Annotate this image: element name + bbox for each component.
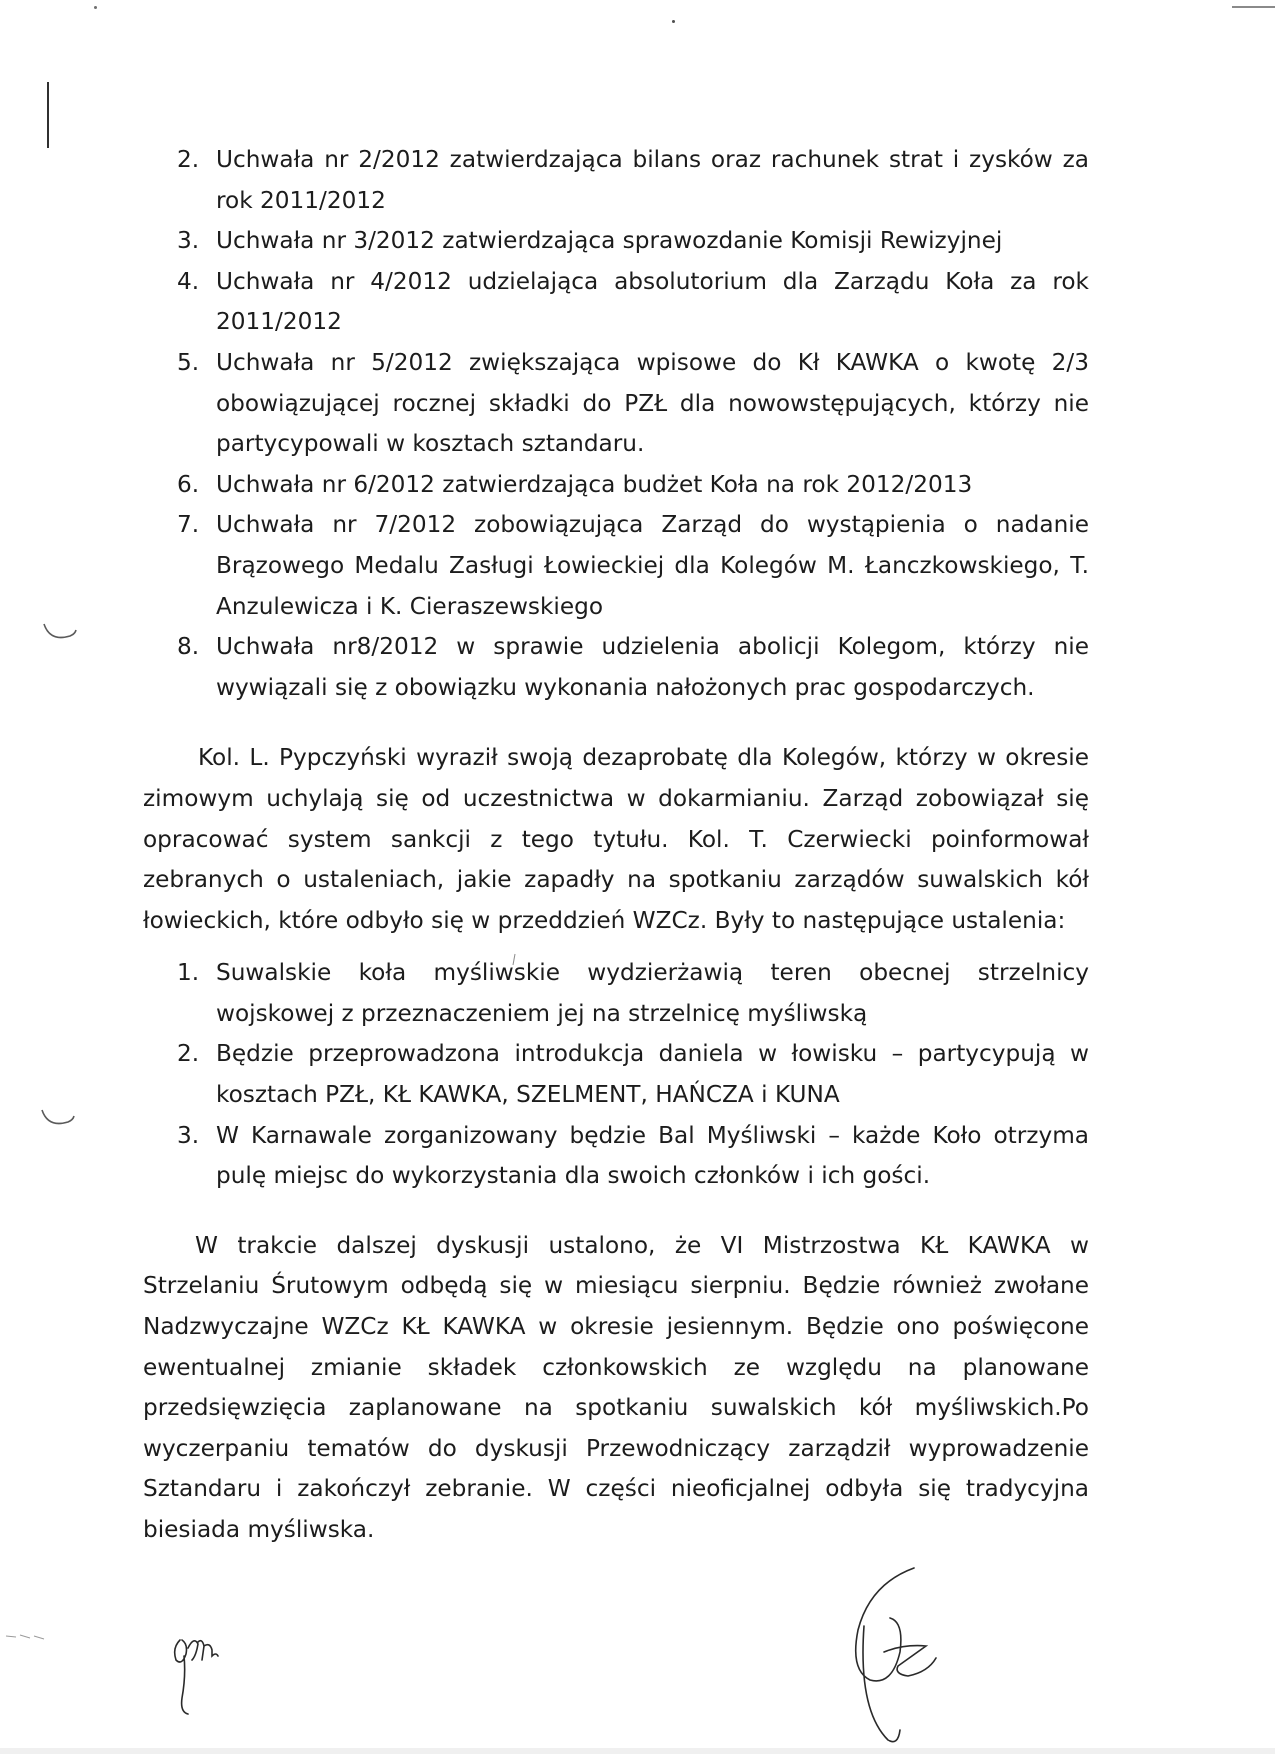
handwritten-signature-left — [158, 1626, 228, 1718]
closing-paragraph: W trakcie dalszej dyskusji ustalono, że VI Mistrzostwa KŁ KAWKA w Strzelaniu Śrutowym odbędą się w miesiącu sierpniu. Będzie również zwołane Nadzwyczajne WZCz KŁ KAWKA w okresie jesiennym. Będzie ono poświęcone ewentualnej zmianie składek członkowskich ze względu na planowane przedsięwzięcia zaplanowane na spotkaniu suwalskich kół myśliwskich.Po wyczerpaniu tematów do dyskusji Przewodniczący zarządził wyprowadzenie Sztandaru i zakończył zebranie. W części nieoficjalnej odbyła się tradycyjna biesiada myśliwska. — [143, 1231, 1089, 1543]
list-item: 4. Uchwała nr 4/2012 udzielająca absolutorium dla Zarządu Koła za rok 2011/2012 — [143, 262, 1089, 343]
agreements-list — [143, 953, 1089, 1197]
scan-dot-top — [672, 20, 675, 23]
list-item: 7. Uchwała nr 7/2012 zobowiązująca Zarząd do wystąpienia o nadanie Brązowego Medalu Zasługi Łowieckiej dla Kolegów M. Łanczkowskiego, T. Anzulewicza i K. Cieraszewskiego — [143, 505, 1089, 627]
punch-hole-arc-lower — [38, 1106, 78, 1136]
scan-dot-corner — [94, 6, 97, 9]
list-item: 2. Uchwała nr 2/2012 zatwierdzająca bilans oraz rachunek strat i zysków za rok 2011/2012 — [143, 140, 1089, 221]
list-item: 3. W Karnawale zorganizowany będzie Bal Myśliwski – każde Koło otrzyma pulę miejsc do wykorzystania dla swoich członków i ich gości. — [143, 1116, 1089, 1197]
list-item: 6. Uchwała nr 6/2012 zatwierdzająca budżet Koła na rok 2012/2013 — [143, 465, 1089, 506]
document-body — [143, 140, 1089, 1551]
scan-mark-top-right — [1232, 6, 1275, 8]
scan-dust-left — [4, 1630, 54, 1644]
list-item: 1. Suwalskie koła myśliwskie wydzierżawią teren obecnej strzelnicy wojskowej z przeznaczeniem jej na strzelnicę myśliwską — [143, 953, 1089, 1034]
scan-bottom-edge — [0, 1748, 1275, 1754]
discussion-paragraph: Kol. L. Pypczyński wyraził swoją dezaprobatę dla Kolegów, którzy w okresie zimowym uchylają się od uczestnictwa w dokarmianiu. Zarząd zobowiązał się opracować system sankcji z tego tytułu. Kol. T. Czerwiecki poinformował zebranych o ustaleniach, jakie zapadły na spotkaniu zarządów suwalskich kół łowieckich, które odbyło się w przeddzień WZCz. Były to następujące ustalenia: — [143, 744, 1089, 934]
list-item: 5. Uchwała nr 5/2012 zwiększająca wpisowe do Kł KAWKA o kwotę 2/3 obowiązującej rocznej składki do PZŁ dla nowowstępujących, którzy nie partycypowali w kosztach sztandaru. — [143, 343, 1089, 465]
list-item: 8. Uchwała nr8/2012 w sprawie udzielenia abolicji Kolegom, którzy nie wywiązali się z obowiązku wykonania nałożonych prac gospodarczych. — [143, 627, 1089, 708]
resolutions-list — [143, 140, 1089, 708]
handwritten-signature-right — [828, 1560, 948, 1750]
scan-mark-vertical-line — [47, 82, 49, 148]
punch-hole-arc-upper — [40, 618, 80, 648]
list-item: 2. Będzie przeprowadzona introdukcja daniela w łowisku – partycypują w kosztach PZŁ, KŁ KAWKA, SZELMENT, HAŃCZA i KUNA — [143, 1034, 1089, 1115]
list-item: 3. Uchwała nr 3/2012 zatwierdzająca sprawozdanie Komisji Rewizyjnej — [143, 221, 1089, 262]
